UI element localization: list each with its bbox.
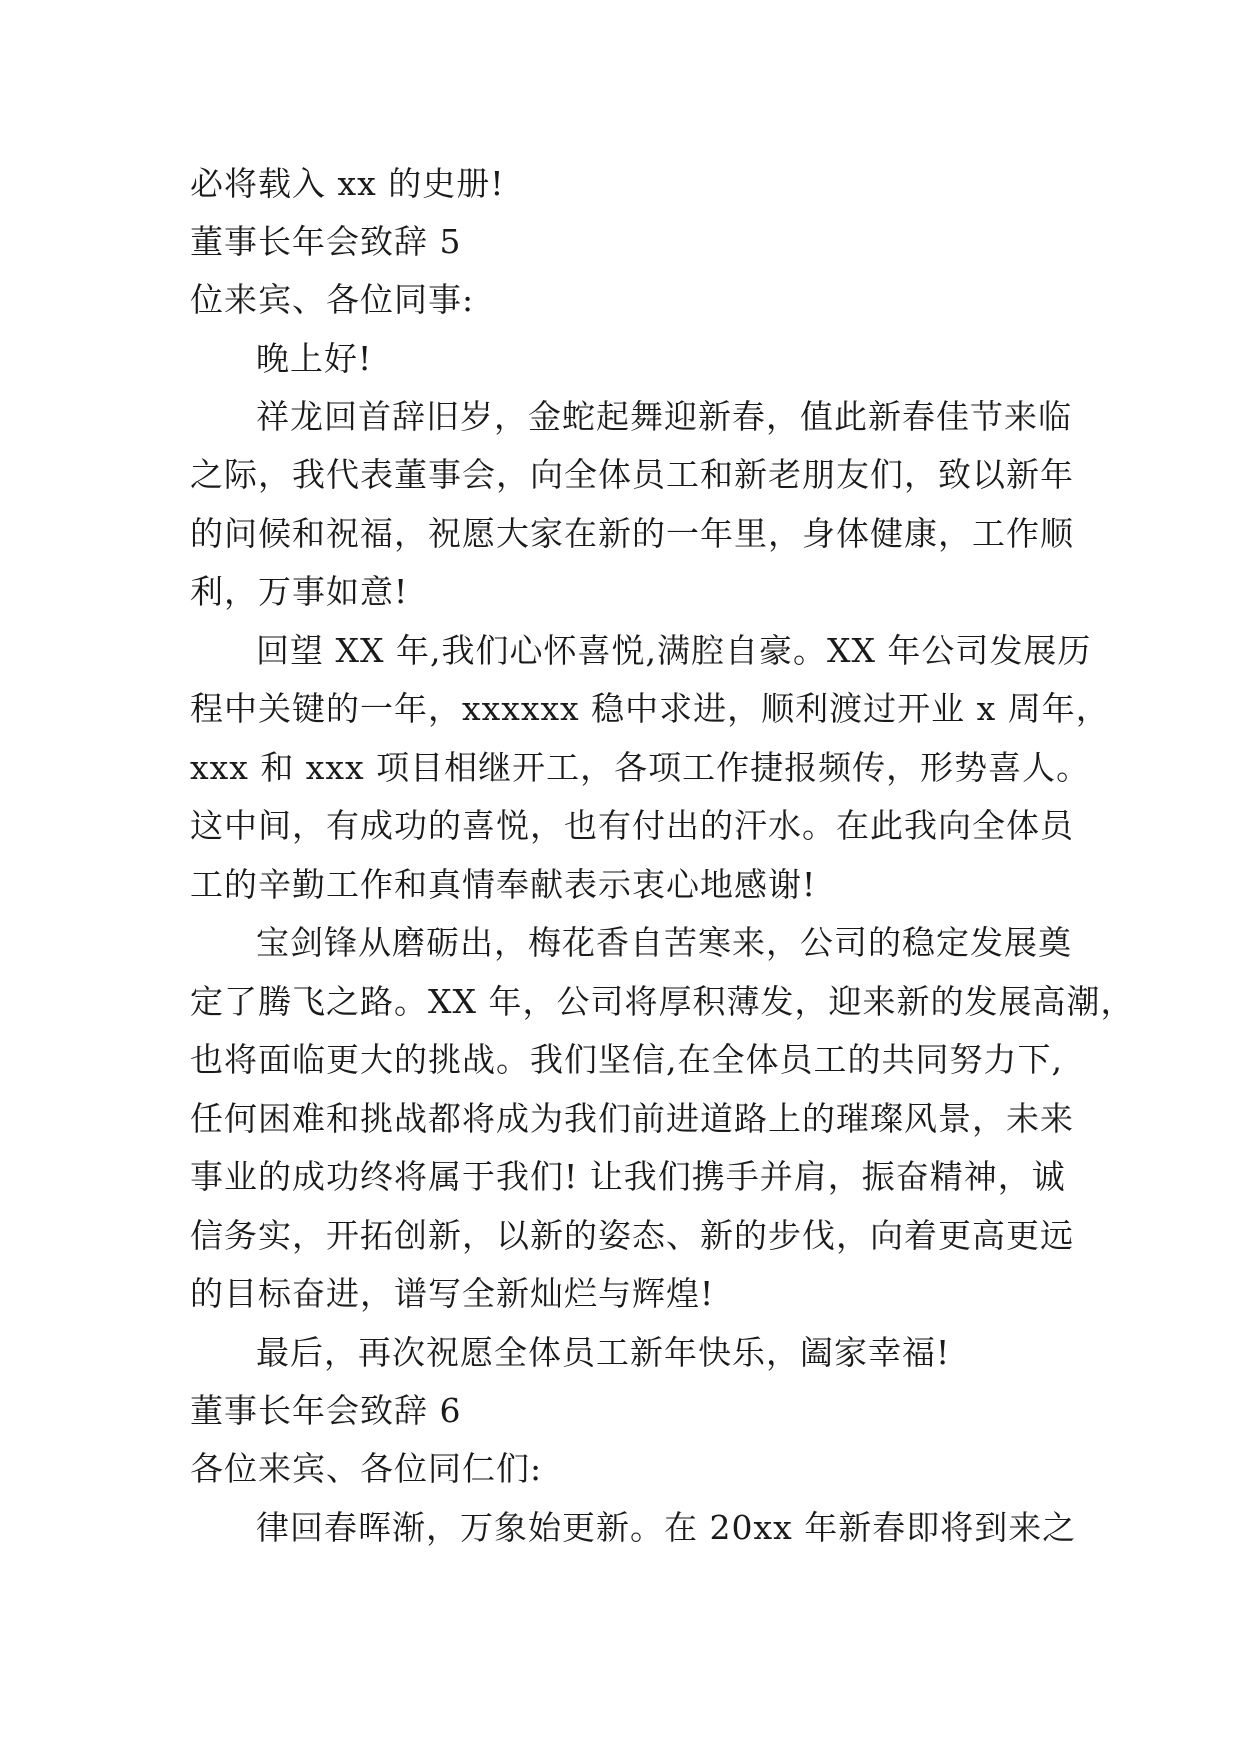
paragraph-line: 祥龙回首辞旧岁，金蛇起舞迎新春，值此新春佳节来临 <box>256 397 1072 436</box>
paragraph-line: xxx 和 xxx 项目相继开工，各项工作捷报频传，形势喜人。 <box>190 748 1091 787</box>
text-line: 必将载入 xx 的史册! <box>190 164 505 203</box>
paragraph-line: 宝剑锋从磨砺出，梅花香自苦寒来，公司的稳定发展奠 <box>256 923 1072 962</box>
paragraph-line: 工的辛勤工作和真情奉献表示衷心地感谢! <box>190 865 817 904</box>
paragraph-line: 律回春晖渐，万象始更新。在 20xx 年新春即将到来之 <box>256 1508 1077 1547</box>
paragraph-line: 的目标奋进，谱写全新灿烂与辉煌! <box>190 1274 715 1313</box>
paragraph-line: 利，万事如意! <box>190 572 409 611</box>
paragraph-line: 回望 XX 年,我们心怀喜悦,满腔自豪。XX 年公司发展历 <box>256 631 1092 670</box>
paragraph-line: 之际，我代表董事会，向全体员工和新老朋友们，致以新年 <box>190 455 1074 494</box>
salutation: 各位来宾、各位同仁们: <box>190 1449 543 1488</box>
greeting: 晚上好! <box>256 339 373 378</box>
section-heading: 董事长年会致辞 6 <box>190 1391 462 1430</box>
salutation: 位来宾、各位同事: <box>190 280 475 319</box>
paragraph-line: 信务实，开拓创新，以新的姿态、新的步伐，向着更高更远 <box>190 1216 1074 1255</box>
paragraph-line: 定了腾飞之路。XX 年，公司将厚积薄发，迎来新的发展高潮， <box>190 982 1135 1021</box>
paragraph-line: 程中关键的一年，xxxxxx 稳中求进，顺利渡过开业 x 周年， <box>190 689 1110 728</box>
paragraph-line: 事业的成功终将属于我们! 让我们携手并肩，振奋精神，诚 <box>190 1157 1066 1196</box>
paragraph-line: 任何困难和挑战都将成为我们前进道路上的璀璨风景，未来 <box>190 1099 1074 1138</box>
section-heading: 董事长年会致辞 5 <box>190 222 462 261</box>
paragraph-line: 最后，再次祝愿全体员工新年快乐，阖家幸福! <box>256 1333 951 1372</box>
paragraph-line: 也将面临更大的挑战。我们坚信,在全体员工的共同努力下, <box>190 1040 1063 1079</box>
paragraph-line: 这中间，有成功的喜悦，也有付出的汗水。在此我向全体员 <box>190 806 1074 845</box>
paragraph-line: 的问候和祝福，祝愿大家在新的一年里，身体健康，工作顺 <box>190 514 1074 553</box>
